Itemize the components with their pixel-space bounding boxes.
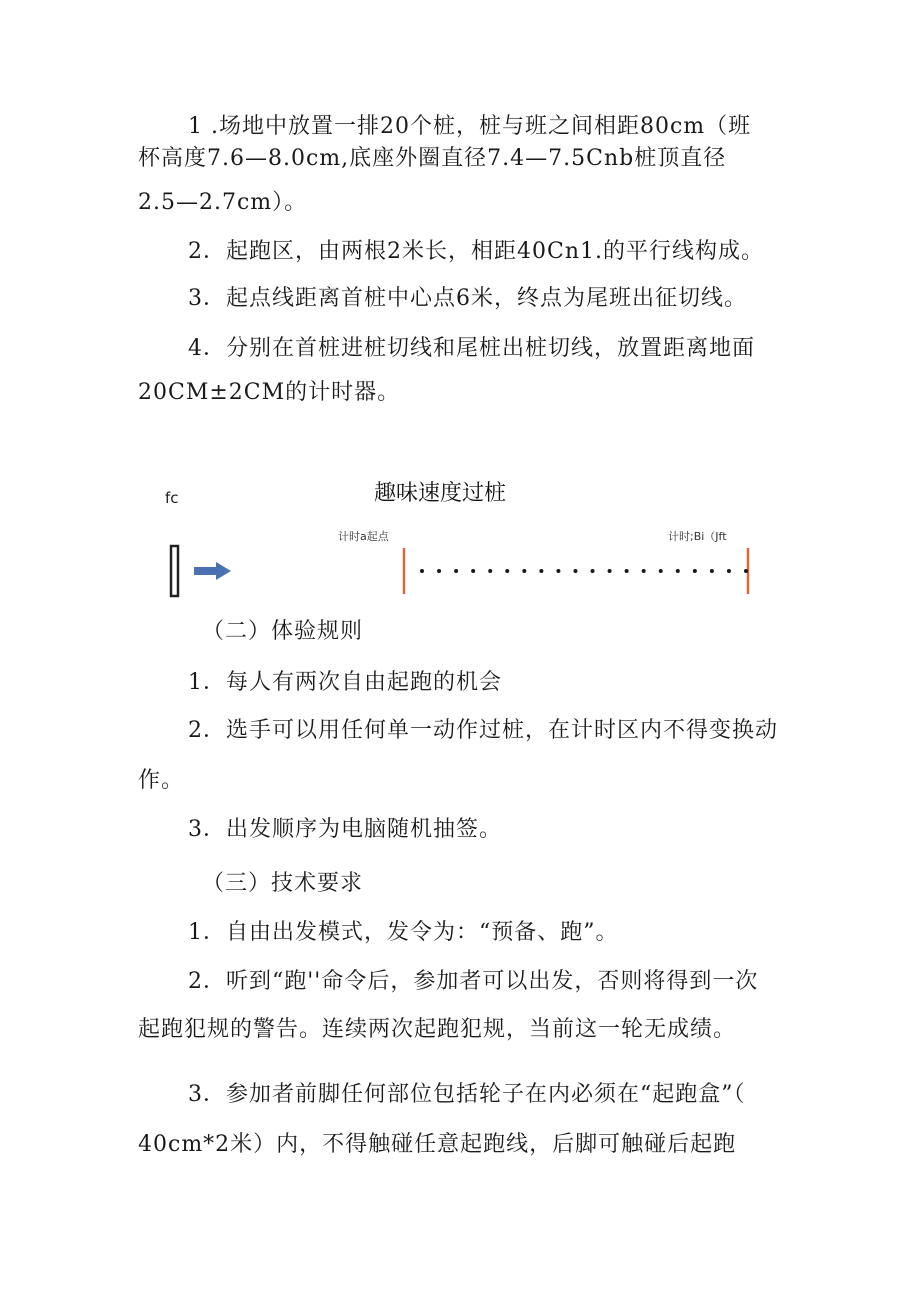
technical-item3-line1: 3．参加者前脚任何部位包括轮子在内必须在“起跑盒”（ [188, 1082, 746, 1107]
setup-item1-line1: 1 .场地中放置一排20个桩，桩与班之间相距80cm（班 [188, 114, 752, 139]
pile-marker [505, 569, 509, 573]
pile-marker [642, 569, 646, 573]
technical-item2-line2: 起跑犯规的警告。连续两次起跑犯规，当前这一轮无成绩。 [138, 1017, 737, 1042]
pile-marker [573, 569, 577, 573]
pile-marker [744, 569, 748, 573]
setup-item1-line2: 杯高度7.6—8.0cm,底座外圈直径7.4—7.5Cnb桩顶直径 [138, 146, 727, 171]
pile-marker [710, 569, 714, 573]
pile-marker [420, 569, 424, 573]
start-bar [171, 546, 178, 596]
setup-item1-line3: 2.5—2.7cm）。 [138, 190, 308, 215]
pile-marker [659, 569, 663, 573]
pile-marker [522, 569, 526, 573]
pile-marker [727, 569, 731, 573]
direction-arrow-icon [194, 562, 231, 580]
technical-item2-line1: 2．听到“跑''命令后，参加者可以出发，否则将得到一次 [188, 969, 759, 994]
pile-marker [539, 569, 543, 573]
setup-item3: 3．起点线距离首桩中心点6米，终点为尾班出征切线。 [188, 286, 747, 311]
pile-marker [437, 569, 441, 573]
diagram-corner-label: fc [165, 489, 179, 507]
pile-marker [471, 569, 475, 573]
technical-heading: （三）技术要求 [202, 871, 364, 896]
technical-item1: 1．自由出发模式，发令为：“预备、跑”。 [188, 920, 619, 945]
pile-marker [693, 569, 697, 573]
pile-marker [608, 569, 612, 573]
setup-item2: 2．起跑区，由两根2米长，相距40Cn1.的平行线构成。 [188, 239, 764, 264]
pile-marker [488, 569, 492, 573]
experience-heading: （二）体验规则 [202, 619, 364, 644]
experience-item2-line1: 2．选手可以用任何单一动作过桩，在计时区内不得变换动 [188, 718, 778, 743]
pile-marker [454, 569, 458, 573]
experience-item2-line2: 作。 [138, 768, 185, 793]
diagram-title: 趣味速度过桩 [373, 481, 506, 506]
technical-item3-line2: 40cm*2米）内，不得触碰任意起跑线，后脚可触碰后起跑 [138, 1132, 737, 1157]
experience-item1: 1．每人有两次自由起跑的机会 [188, 670, 502, 695]
pile-marker [591, 569, 595, 573]
pile-marker [556, 569, 560, 573]
track-diagram [160, 540, 760, 602]
start-timer-label: 计时a起点 [338, 530, 389, 543]
pile-marker [625, 569, 629, 573]
pile-row [420, 569, 748, 573]
experience-item3: 3．出发顺序为电脑随机抽签。 [188, 817, 502, 842]
end-timer-label: 计时;Bi（Jft [668, 530, 727, 543]
pile-marker [676, 569, 680, 573]
setup-item4-line1: 4．分别在首桩进桩切线和尾桩出桩切线，放置距离地面 [188, 336, 755, 361]
setup-item4-line2: 20CM±2CM的计时器。 [138, 380, 401, 405]
